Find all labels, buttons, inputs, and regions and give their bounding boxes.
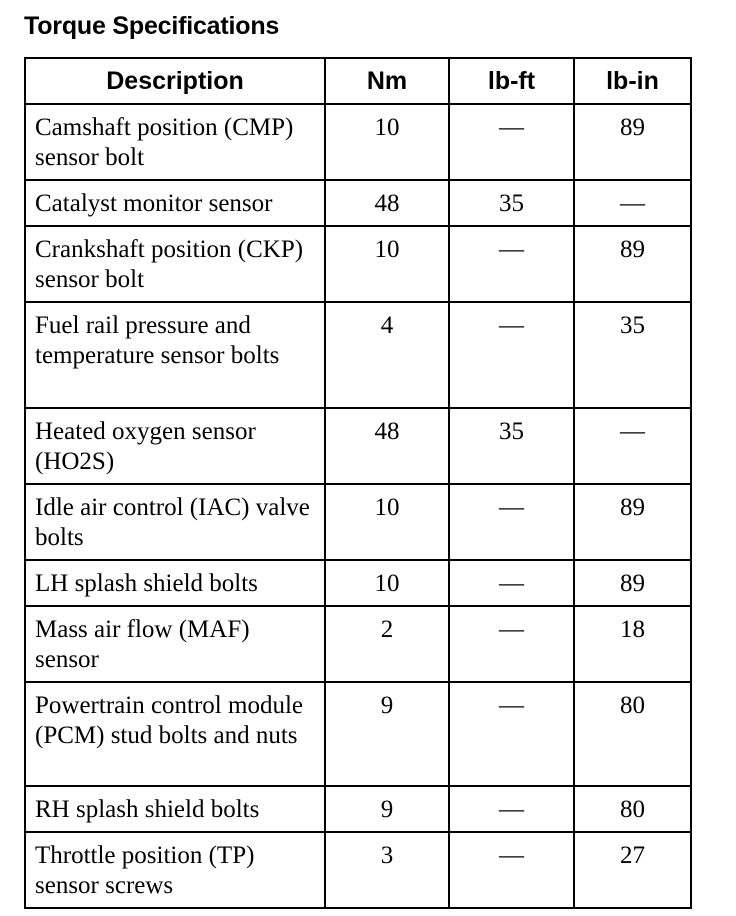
table-header-row [25, 58, 691, 104]
table-row [25, 682, 691, 786]
lb-ft-cell: — [449, 560, 574, 606]
description-cell: Powertrain control module (PCM) stud bolts and nuts [25, 682, 325, 786]
table-row [25, 606, 691, 682]
description-cell: LH splash shield bolts [25, 560, 325, 606]
column-header-lb-ft: lb-ft [449, 58, 574, 104]
table-row [25, 786, 691, 832]
nm-cell: 9 [325, 786, 449, 832]
nm-cell: 4 [325, 302, 449, 408]
torque-spec-table [24, 57, 692, 909]
table-row [25, 180, 691, 226]
description-cell: Throttle position (TP) sensor screws [25, 832, 325, 908]
column-header-description: Description [25, 58, 325, 104]
lb-in-cell: 35 [574, 302, 691, 408]
description-cell: Catalyst monitor sensor [25, 180, 325, 226]
lb-in-cell: 27 [574, 832, 691, 908]
lb-in-cell: 89 [574, 226, 691, 302]
description-cell: Fuel rail pressure and temperature sensor bolts [25, 302, 325, 408]
nm-cell: 9 [325, 682, 449, 786]
table-row [25, 104, 691, 180]
column-header-lb-in: lb-in [574, 58, 691, 104]
lb-in-cell: 80 [574, 786, 691, 832]
lb-in-cell: 89 [574, 560, 691, 606]
description-cell: Heated oxygen sensor (HO2S) [25, 408, 325, 484]
lb-ft-cell: — [449, 786, 574, 832]
lb-ft-cell: 35 [449, 180, 574, 226]
lb-ft-cell: — [449, 226, 574, 302]
table-row [25, 484, 691, 560]
table-row [25, 560, 691, 606]
table-row [25, 302, 691, 408]
nm-cell: 10 [325, 226, 449, 302]
table-row [25, 832, 691, 908]
lb-in-cell: — [574, 180, 691, 226]
nm-cell: 3 [325, 832, 449, 908]
lb-ft-cell: — [449, 606, 574, 682]
table-row [25, 226, 691, 302]
lb-ft-cell: — [449, 682, 574, 786]
description-cell: Mass air flow (MAF) sensor [25, 606, 325, 682]
lb-ft-cell: 35 [449, 408, 574, 484]
description-cell: Idle air control (IAC) valve bolts [25, 484, 325, 560]
lb-in-cell: — [574, 408, 691, 484]
nm-cell: 10 [325, 104, 449, 180]
nm-cell: 10 [325, 484, 449, 560]
nm-cell: 2 [325, 606, 449, 682]
description-cell: RH splash shield bolts [25, 786, 325, 832]
nm-cell: 48 [325, 408, 449, 484]
lb-in-cell: 89 [574, 104, 691, 180]
column-header-nm: Nm [325, 58, 449, 104]
lb-ft-cell: — [449, 832, 574, 908]
nm-cell: 48 [325, 180, 449, 226]
lb-in-cell: 89 [574, 484, 691, 560]
lb-in-cell: 80 [574, 682, 691, 786]
description-cell: Camshaft position (CMP) sensor bolt [25, 104, 325, 180]
lb-ft-cell: — [449, 302, 574, 408]
lb-ft-cell: — [449, 484, 574, 560]
lb-in-cell: 18 [574, 606, 691, 682]
lb-ft-cell: — [449, 104, 574, 180]
table-row [25, 408, 691, 484]
nm-cell: 10 [325, 560, 449, 606]
description-cell: Crankshaft position (CKP) sensor bolt [25, 226, 325, 302]
page-title: Torque Specifications [24, 12, 280, 40]
